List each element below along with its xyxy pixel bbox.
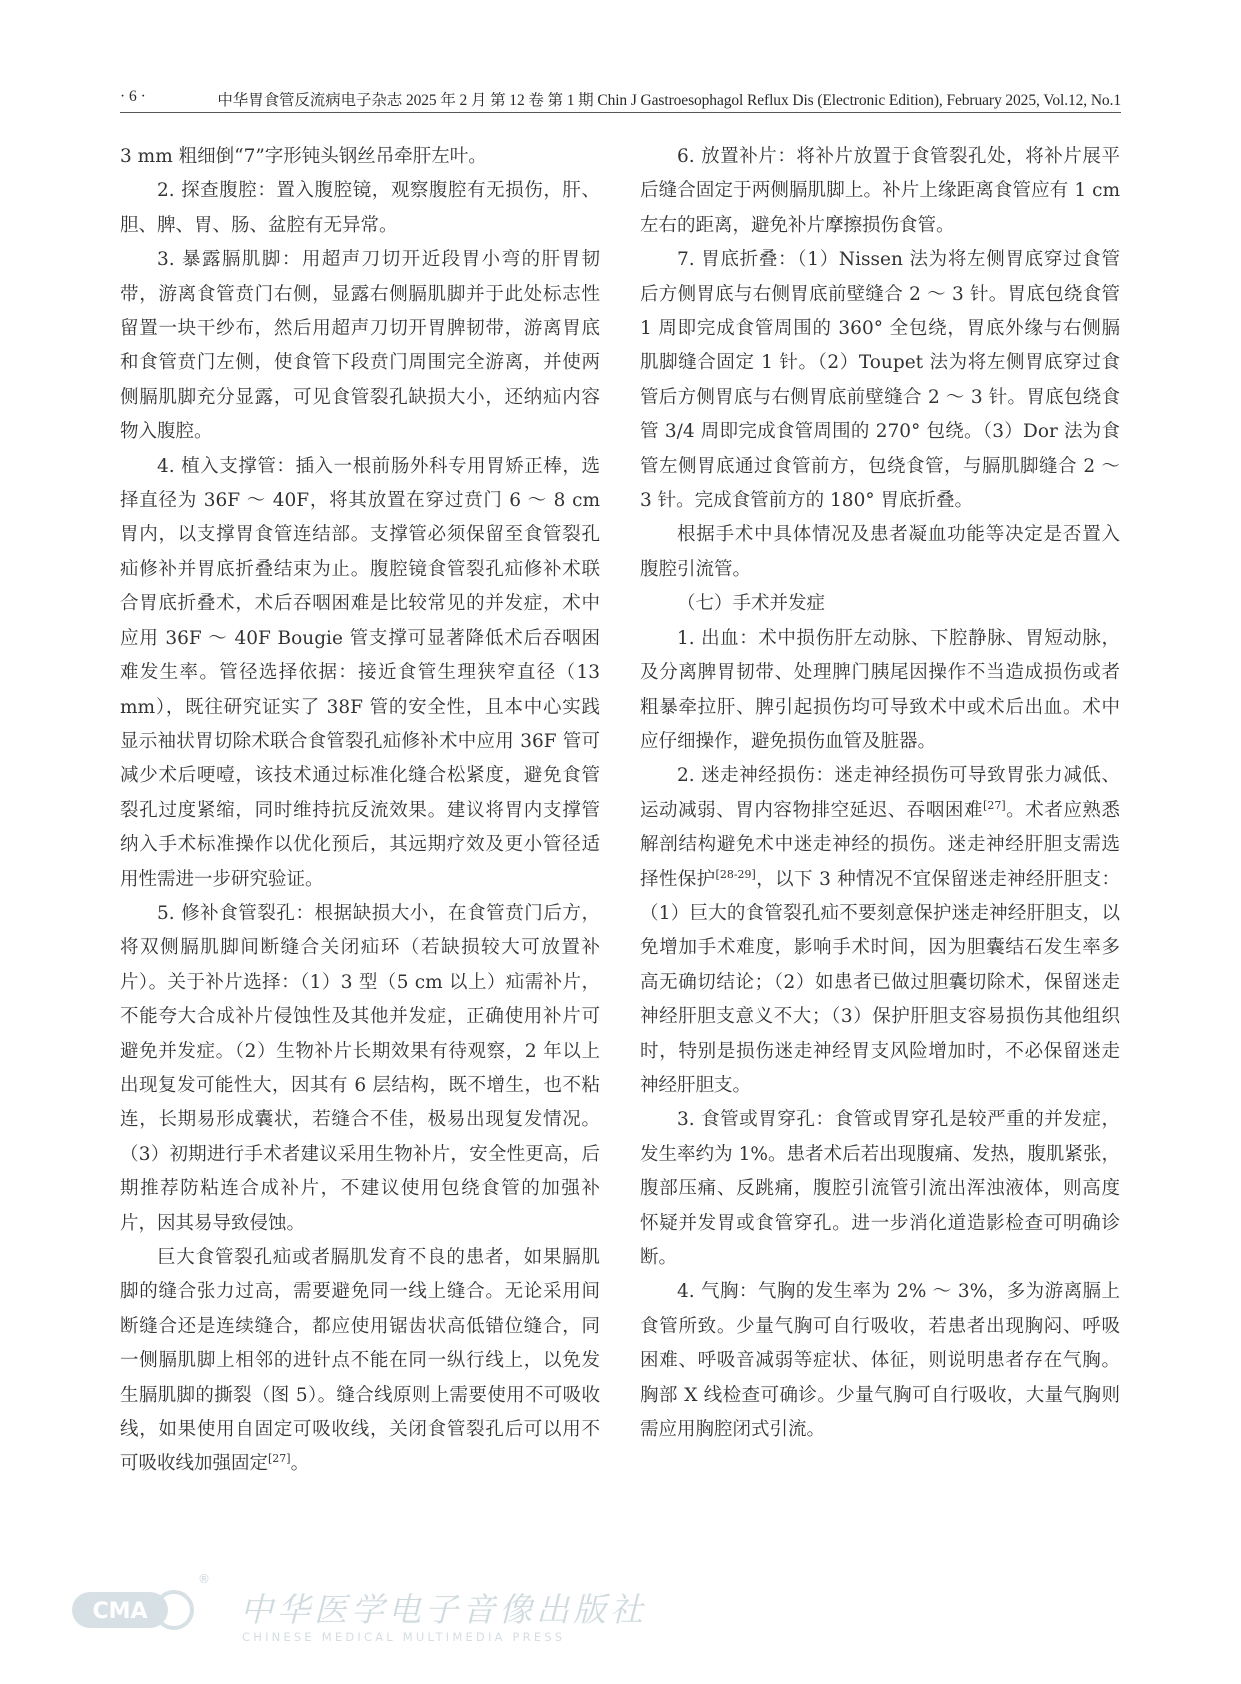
vagus-text-c: ，以下 3 种情况不宜保留迷走神经肝胆支：（1）巨大的食管裂孔疝不要刻意保护迷走神经肝胆支，以免增加手术难度，影响手术时间，因为胆囊结石发生率多高无确切结论；（2）如患者已做过胆囊切除术，保留迷走神经肝胆支意义不大；（3）保护肝胆支容易损伤其他组织时，特别是损伤迷走神经胃支风险增加时，不必保留迷走神经肝胆支。 — [640, 868, 1120, 1096]
cma-logo-icon — [70, 1584, 194, 1636]
publisher-name-cn: 中华医学电子音像出版社 — [240, 1590, 647, 1629]
citation-27: [27] — [268, 1452, 291, 1466]
registered-mark: ® — [198, 1572, 210, 1586]
page-number: · 6 · — [120, 88, 146, 105]
paragraph-step7: 7. 胃底折叠：（1）Nissen 法为将左侧胃底穿过食管后方侧胃底与右侧胃底前壁缝合 2 ～ 3 针。胃底包绕食管 1 周即完成食管周围的 360° 全包绕，胃底外缘与右侧膈肌脚缝合固定 1 针。（2）Toupet 法为将左侧胃底穿过食管后方侧胃底与右侧胃底前壁缝合 2 ～ 3 针。胃底包绕食管 3/4 周即完成食管周围的 270° 包绕。（3）Dor 法为食管左侧胃底通过食管前方，包绕食管，与膈肌脚缝合 2 ～ 3 针。完成食管前方的 180° 胃底折叠。 — [640, 249, 1120, 512]
logo-text: CMA — [92, 1599, 148, 1624]
journal-citation: 中华胃食管反流病电子杂志 2025 年 2 月 第 12 卷 第 1 期 Chin J Gastroesophagol Reflux Dis (Electronic Edition), February 2025, Vol.12, No.1 — [217, 92, 1121, 109]
left-column — [120, 140, 600, 1482]
right-column — [640, 140, 1120, 1447]
section-heading-complications: （七）手术并发症 — [677, 593, 826, 615]
citation-28-29: [28-29] — [715, 867, 756, 881]
paragraph-large-hernia-text: 巨大食管裂孔疝或者膈肌发育不良的患者，如果膈肌脚的缝合张力过高，需要避免同一线上缝合。无论采用间断缝合还是连续缝合，都应使用锯齿状高低错位缝合，同一侧膈肌脚上相邻的进针点不能在同一纵行线上，以免发生膈肌脚的撕裂（图 5）。缝合线原则上需要使用不可吸收线，如果使用自固定可吸收线，关闭食管裂孔后可以用不可吸收线加强固定 — [120, 1247, 600, 1475]
paragraph-step3: 3. 暴露膈肌脚：用超声刀切开近段胃小弯的肝胃韧带，游离食管贲门右侧，显露右侧膈肌脚并于此处标志性留置一块干纱布，然后用超声刀切开胃脾韧带，游离胃底和食管贲门左侧，使食管下段贲门周围完全游离，并使两侧膈肌脚充分显露，可见食管裂孔缺损大小，还纳疝内容物入腹腔。 — [120, 249, 600, 443]
paragraph-end-mark: 。 — [290, 1453, 310, 1475]
paragraph-perforation: 3. 食管或胃穿孔：食管或胃穿孔是较严重的并发症，发生率约为 1%。患者术后若出现腹痛、发热，腹肌紧张，腹部压痛、反跳痛，腹腔引流管引流出浑浊液体，则高度怀疑并发胃或食管穿孔。进一步消化道造影检查可明确诊断。 — [640, 1109, 1120, 1268]
citation-27b: [27] — [983, 798, 1006, 812]
paragraph-step2: 2. 探查腹腔：置入腹腔镜，观察腹腔有无损伤，肝、胆、脾、胃、肠、盆腔有无异常。 — [120, 180, 600, 236]
publisher-name-en: CHINESE MEDICAL MULTIMEDIA PRESS — [242, 1630, 566, 1644]
paragraph-vagus-injury — [640, 759, 1120, 1103]
paragraph-drainage: 根据手术中具体情况及患者凝血功能等决定是否置入腹腔引流管。 — [640, 524, 1120, 580]
paragraph-step6: 6. 放置补片：将补片放置于食管裂孔处，将补片展平后缝合固定于两侧膈肌脚上。补片上缘距离食管应有 1 cm 左右的距离，避免补片摩擦损伤食管。 — [640, 146, 1120, 236]
running-header — [120, 86, 1121, 113]
paragraph-step4: 4. 植入支撑管：插入一根前肠外科专用胃矫正棒，选择直径为 36F ～ 40F，将其放置在穿过贲门 6 ～ 8 cm 胃内，以支撑胃食管连结部。支撑管必须保留至食管裂孔疝修补并胃底折叠结束为止。腹腔镜食管裂孔疝修补术联合胃底折叠术，术后吞咽困难是比较常见的并发症，术中应用 36F ～ 40F Bougie 管支撑可显著降低术后吞咽困难发生率。管径选择依据：接近食管生理狭窄直径（13 mm），既往研究证实了 38F 管的安全性，且本中心实践显示袖状胃切除术联合食管裂孔疝修补术中应用 36F 管可减少术后哽噎，该技术通过标准化缝合松紧度，避免食管裂孔过度紧缩，同时维持抗反流效果。建议将胃内支撑管纳入手术标准操作以优化预后，其远期疗效及更小管径适用性需进一步研究验证。 — [120, 455, 600, 890]
vagus-text-a: 2. 迷走神经损伤：迷走神经损伤可导致胃张力减低、运动减弱、胃内容物排空延迟、吞咽困难 — [640, 765, 1120, 821]
paragraph-pneumothorax: 4. 气胸：气胸的发生率为 2% ～ 3%，多为游离膈上食管所致。少量气胸可自行吸收，若患者出现胸闷、呼吸困难、呼吸音减弱等症状、体征，则说明患者存在气胸。胸部 X 线检查可确诊。少量气胸可自行吸收，大量气胸则需应用胸腔闭式引流。 — [640, 1281, 1120, 1441]
paragraph-step1-cont: 3 mm 粗细倒“7”字形钝头钢丝吊牵肝左叶。 — [120, 146, 487, 167]
vagus-text-b: 。术者应熟悉解剖结构避免术中迷走神经的损伤。迷走神经肝胆支需选择性保护 — [640, 799, 1120, 890]
paragraph-step5: 5. 修补食管裂孔：根据缺损大小，在食管贲门后方，将双侧膈肌脚间断缝合关闭疝环（若缺损较大可放置补片）。关于补片选择：（1）3 型（5 cm 以上）疝需补片，不能夸大合成补片侵蚀性及其他并发症，正确使用补片可避免并发症。（2）生物补片长期效果有待观察，2 年以上出现复发可能性大，因其有 6 层结构，既不增生，也不粘连，长期易形成囊状，若缝合不佳，极易出现复发情况。（3）初期进行手术者建议采用生物补片，安全性更高，后期推荐防粘连合成补片，不建议使用包绕食管的加强补片，因其易导致侵蚀。 — [120, 902, 600, 1234]
paragraph-large-hernia — [120, 1241, 600, 1482]
publisher-watermark — [70, 1572, 647, 1652]
paragraph-bleeding: 1. 出血：术中损伤肝左动脉、下腔静脉、胃短动脉，及分离脾胃韧带、处理脾门胰尾因操作不当造成损伤或者粗暴牵拉肝、脾引起损伤均可导致术中或术后出血。术中应仔细操作，避免损伤血管及脏器。 — [640, 627, 1120, 752]
